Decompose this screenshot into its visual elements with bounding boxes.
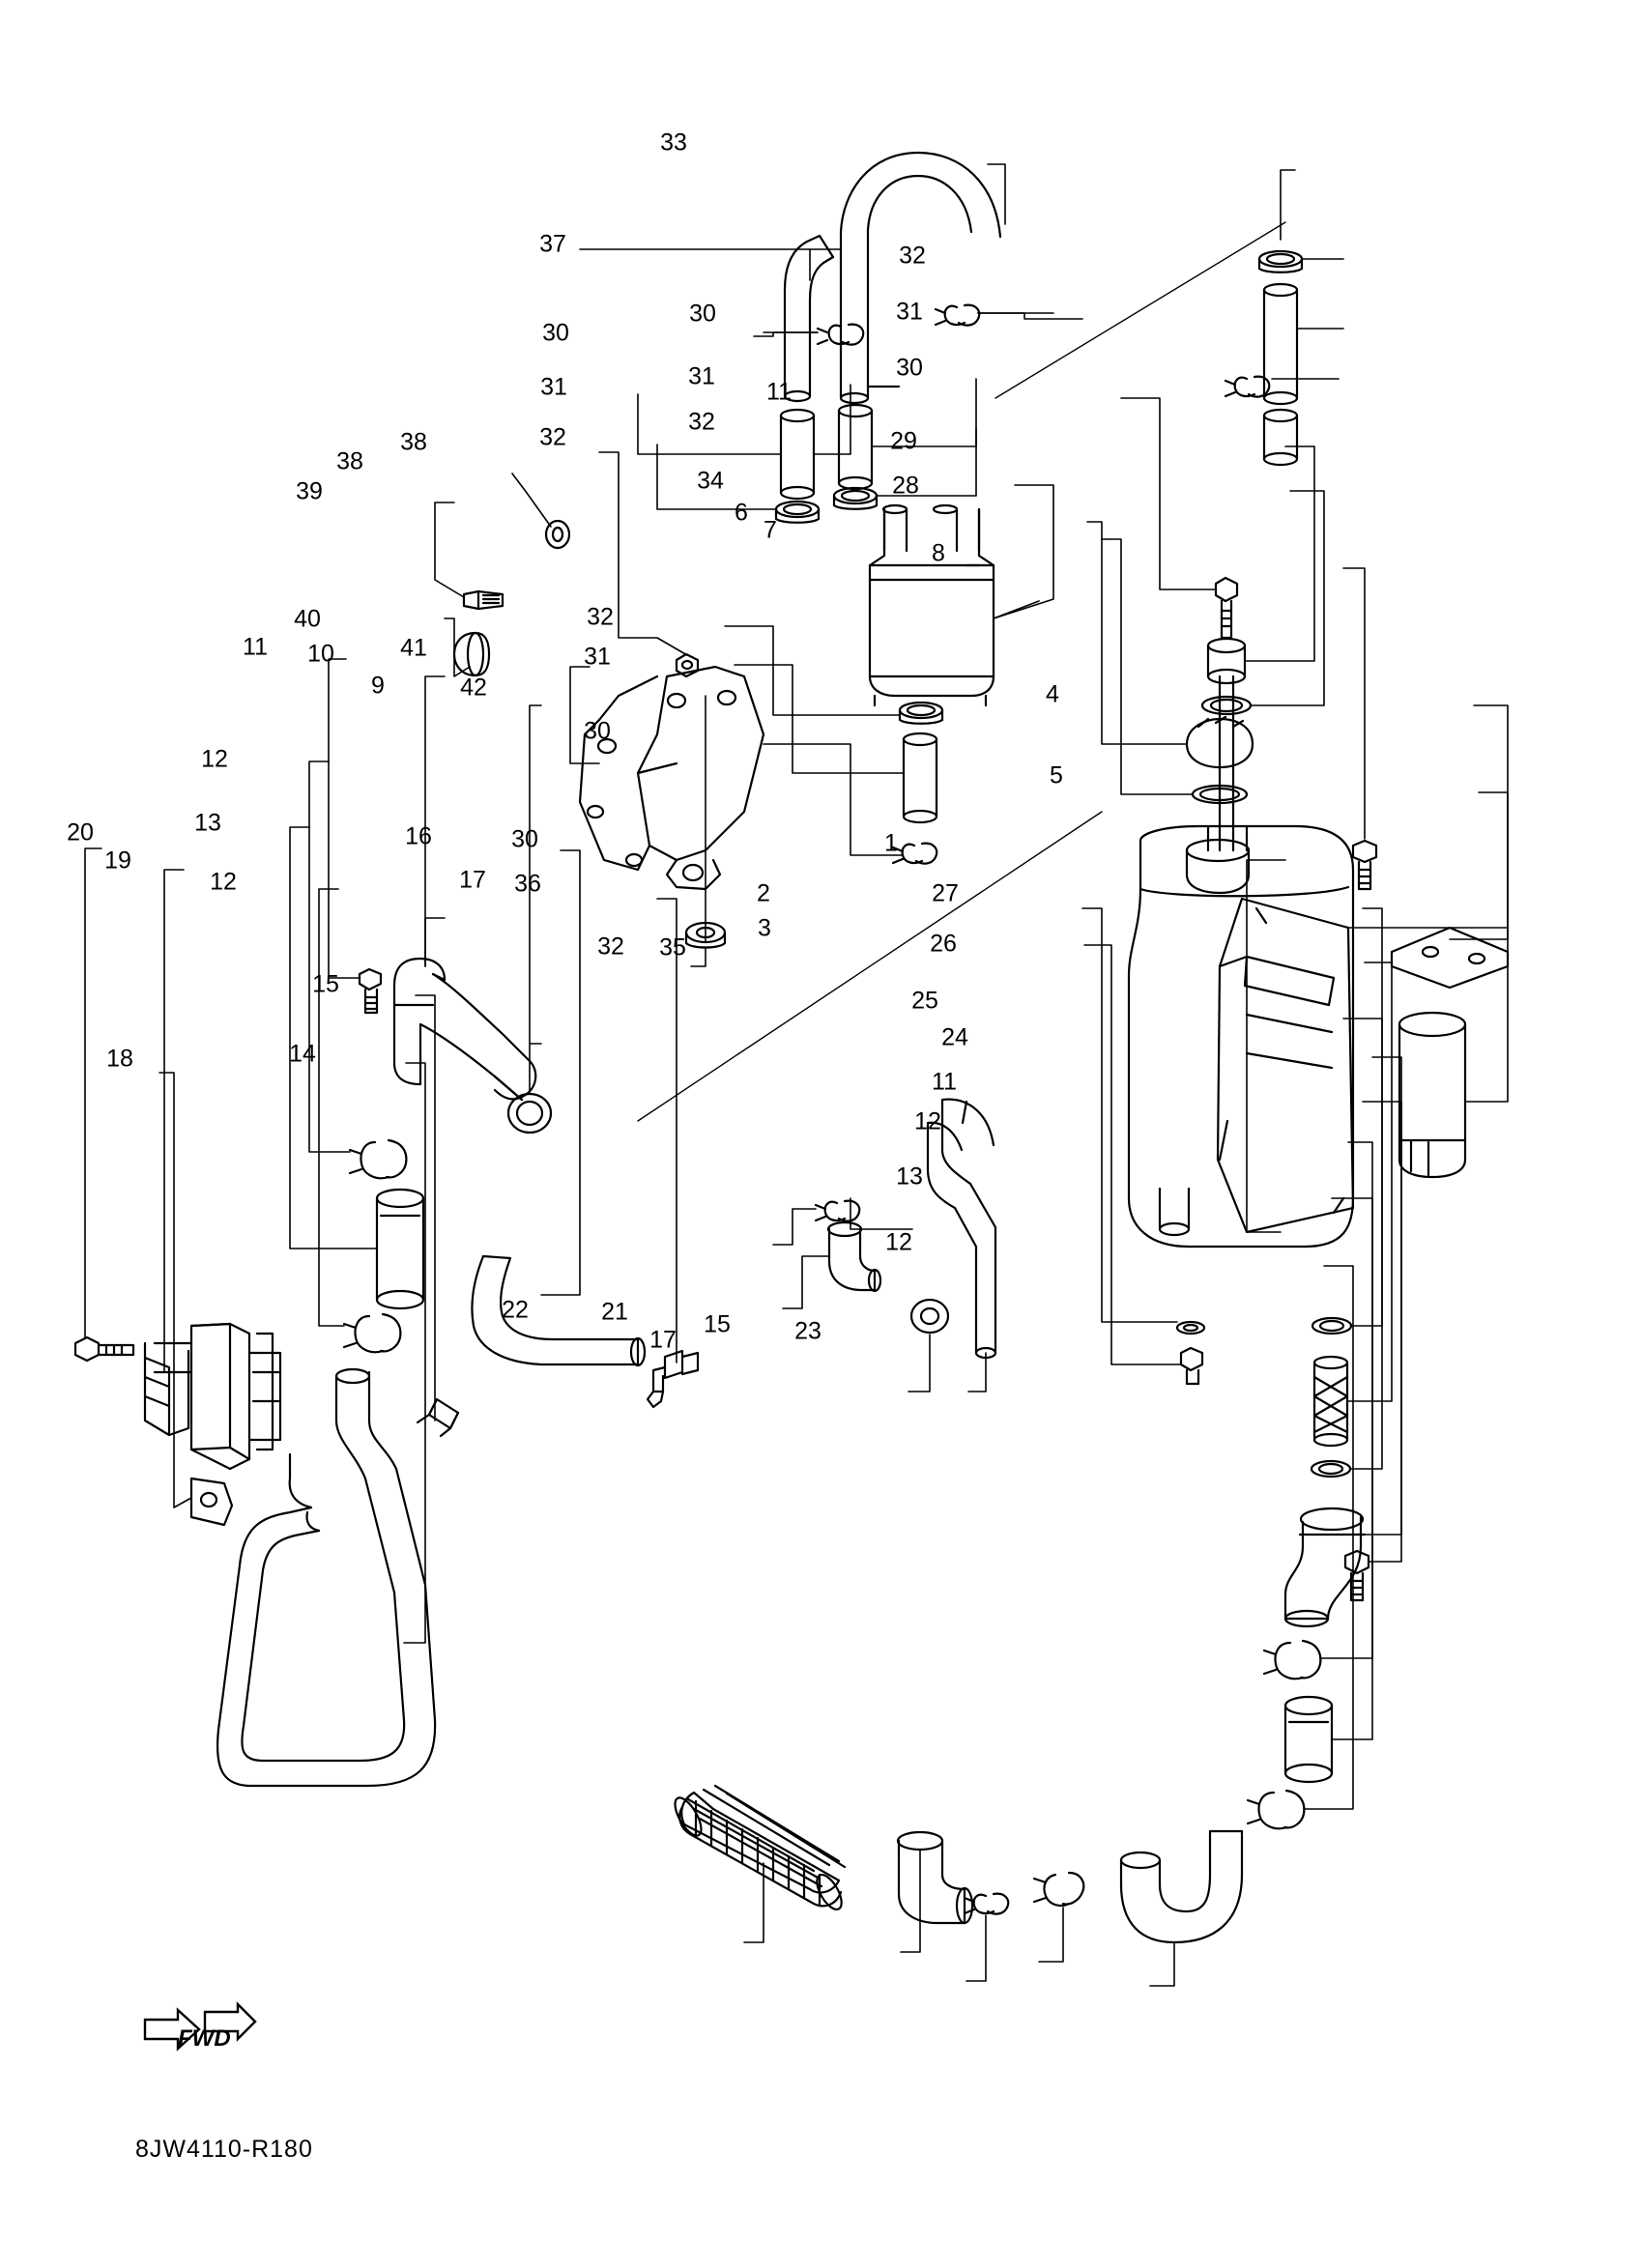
callout-number-10: 10 [307, 640, 334, 668]
callout-number-17: 17 [649, 1326, 677, 1354]
callout-number-11: 11 [932, 1068, 957, 1096]
callout-number-16: 16 [405, 822, 432, 850]
callout-number-20: 20 [67, 818, 94, 847]
callout-number-42: 42 [460, 674, 487, 702]
callout-number-23: 23 [794, 1317, 822, 1345]
callout-number-22: 22 [502, 1296, 529, 1324]
callout-number-35: 35 [659, 933, 686, 962]
callout-number-21: 21 [601, 1298, 628, 1326]
callout-number-15: 15 [312, 970, 339, 998]
callout-number-29: 29 [890, 427, 917, 455]
callout-number-30: 30 [689, 300, 716, 328]
callout-number-25: 25 [911, 987, 938, 1015]
callout-number-12: 12 [885, 1228, 912, 1256]
callout-number-32: 32 [587, 603, 614, 631]
callout-number-19: 19 [104, 847, 131, 875]
callout-number-31: 31 [584, 643, 611, 671]
callout-number-11: 11 [243, 633, 268, 661]
callout-number-12: 12 [210, 868, 237, 896]
callout-number-28: 28 [892, 472, 919, 500]
callout-number-39: 39 [296, 477, 323, 505]
callout-number-30: 30 [896, 354, 923, 382]
callout-number-17: 17 [459, 866, 486, 894]
callout-number-12: 12 [914, 1107, 941, 1135]
callout-number-8: 8 [932, 539, 945, 567]
callout-number-6: 6 [735, 499, 748, 527]
callout-number-31: 31 [688, 362, 715, 390]
callout-number-24: 24 [941, 1023, 968, 1051]
callout-number-15: 15 [704, 1310, 731, 1338]
callout-number-30: 30 [584, 717, 611, 745]
diagram-part-number: 8JW4110-R180 [135, 2136, 313, 2163]
callout-number-34: 34 [697, 467, 724, 495]
callout-number-4: 4 [1046, 680, 1059, 708]
callout-number-18: 18 [106, 1045, 133, 1073]
callout-number-33: 33 [660, 129, 687, 157]
callout-number-9: 9 [371, 672, 385, 700]
callout-number-13: 13 [896, 1163, 923, 1191]
callout-number-5: 5 [1050, 761, 1063, 789]
callout-number-32: 32 [899, 242, 926, 270]
callout-number-14: 14 [289, 1040, 316, 1068]
callout-number-13: 13 [194, 809, 221, 837]
callout-number-32: 32 [597, 933, 624, 961]
callout-number-31: 31 [540, 373, 567, 401]
callout-number-2: 2 [757, 879, 770, 907]
fwd-orientation-marker [143, 2008, 259, 2070]
callout-number-26: 26 [930, 930, 957, 958]
callout-number-1: 1 [884, 829, 898, 857]
callout-number-30: 30 [542, 319, 569, 347]
fwd-label: FWD [178, 2025, 231, 2052]
callout-number-32: 32 [539, 423, 566, 451]
callout-number-41: 41 [400, 634, 427, 662]
callout-number-3: 3 [758, 914, 771, 942]
callout-number-11: 11 [766, 378, 792, 406]
callout-number-31: 31 [896, 298, 923, 326]
callout-number-7: 7 [764, 516, 777, 544]
callout-number-37: 37 [539, 230, 566, 258]
callout-number-30: 30 [511, 825, 538, 853]
callout-number-38: 38 [400, 428, 427, 456]
callout-number-40: 40 [294, 605, 321, 633]
callout-number-27: 27 [932, 879, 959, 907]
callout-number-36: 36 [514, 870, 541, 898]
callout-number-32: 32 [688, 408, 715, 436]
callout-number-38: 38 [336, 447, 363, 475]
callout-number-12: 12 [201, 745, 228, 773]
